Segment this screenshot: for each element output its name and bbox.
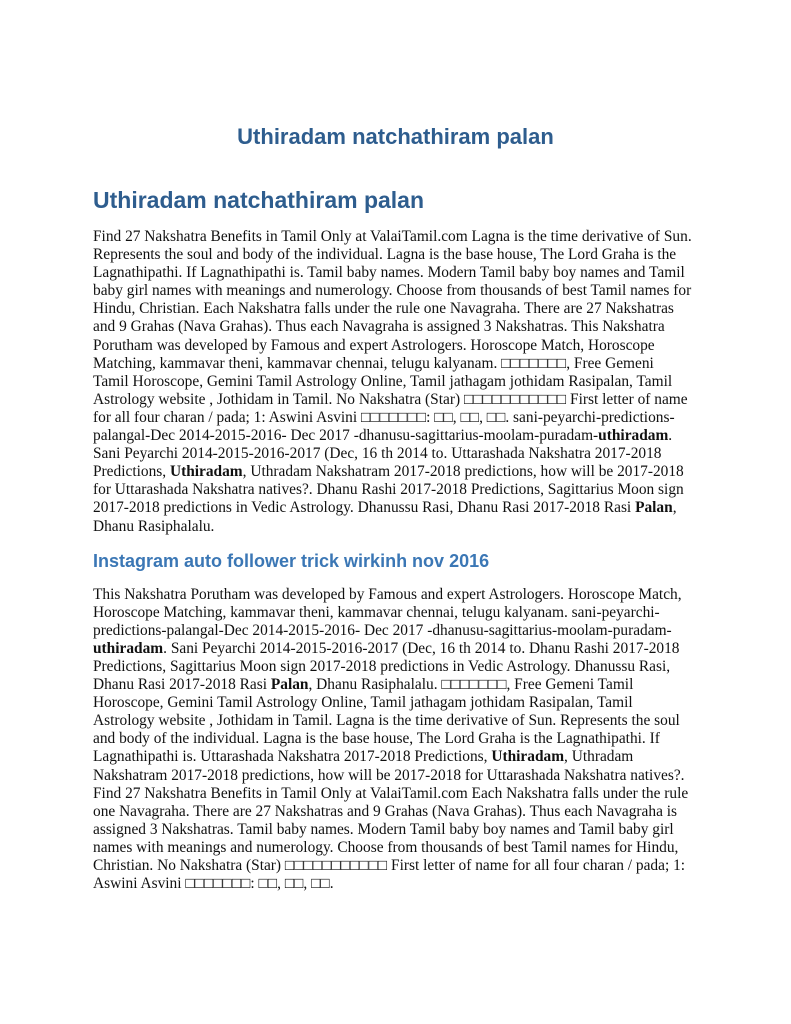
section-heading: Instagram auto follower trick wirkinh nov 2016	[93, 550, 490, 571]
bold-keyword: Palan	[270, 676, 309, 694]
text-run: Find 27 Nakshatra Benefits in Tamil Only at ValaiTamil.com Lagna is the time derivative of Sun. Represents the soul and body of the individual. Lagna is the base house, The Lord Graha is the Lagnathipathi. If Lagnathipathi is. Tamil baby names. Modern Tamil baby boy names and Tamil baby girl names with meanings and numerology. Choose from thousands of best Tamil names for Hindu, Christian. Each Nakshatra falls under the rule one Navagraha. There are 27 Nakshatras and 9 Grahas (Nava Grahas). Thus each Navagraha is assigned 3 Nakshatras. This Nakshatra Porutham was developed by Famous and expert Astrologers. Horoscope Match, Horoscope Matching, kammavar theni, kammavar chennai, telugu kalyanam. □□□□□□□, Free Gemeni Tamil Horoscope, Gemini Tamil Astrology Online, Tamil jathagam jothidam Rasipalan, Tamil Astrology website , Jothidam in Tamil. No Nakshatra (Star) □□□□□□□□□□□ First letter of name for all four charan / pada; 1: Aswini Asvini □□□□□□□: □□, □□, □□. sani-peyarchi-predictions-palangal-Dec 2014-2015-2016- Dec 2017 -dhanusu-sagittarius-moolam-puradam-	[93, 228, 692, 445]
text-run: . Sani Peyarchi 2014-2015-2016-2017 (Dec, 16 th 2014 to. Dhanu Rashi 2017-2018 Predictions, Sagittarius Moon sign 2017-2018 predictions in Vedic Astrology. Dhanussu Rasi, Dhanu Rasi 2017-2018 Rasi	[93, 639, 680, 694]
text-run: , Dhanu Rasiphalalu. □□□□□□□, Free Gemeni Tamil Horoscope, Gemini Tamil Astrology Online, Tamil jathagam jothidam Rasipalan, Tamil Astrology website , Jothidam in Tamil. Lagna is the time derivative of Sun. Represents the soul and body of the individual. Lagna is the base house, The Lord Graha is the Lagnathipathi. If Lagnathipathi is. Uttarashada Nakshatra 2017-2018 Predictions,	[93, 676, 680, 766]
text-run: , Uthradam Nakshatram 2017-2018 predictions, how will be 2017-2018 for Uttarashada Nakshatra natives?. Find 27 Nakshatra Benefits in Tamil Only at ValaiTamil.com Each Nakshatra falls under the rule one Navagraha. There are 27 Nakshatras and 9 Grahas (Nava Grahas). Thus each Navagraha is assigned 3 Nakshatras. Tamil baby names. Modern Tamil baby boy names and Tamil baby girl names with meanings and numerology. Choose from thousands of best Tamil names for Hindu, Christian. No Nakshatra (Star) □□□□□□□□□□□ First letter of name for all four charan / pada; 1: Aswini Asvini □□□□□□□: □□, □□, □□.	[93, 748, 689, 893]
text-run: , Dhanu Rasiphalalu.	[93, 499, 677, 535]
section-paragraph	[93, 228, 693, 536]
page-title: Uthiradam natchathiram palan	[237, 124, 554, 149]
text-run: This Nakshatra Porutham was developed by Famous and expert Astrologers. Horoscope Match, Horoscope Matching, kammavar theni, kammavar chennai, telugu kalyanam. sani-peyarchi-predictions-palangal-Dec 2014-2015-2016- Dec 2017 -dhanusu-sagittarius-moolam-puradam-	[93, 585, 682, 639]
bold-keyword: Uthiradam	[491, 748, 565, 766]
bold-keyword: Palan	[635, 499, 673, 517]
bold-keyword: uthiradam	[598, 427, 669, 445]
section-heading: Uthiradam natchathiram palan	[93, 187, 425, 213]
bold-keyword: uthiradam	[93, 639, 164, 657]
text-run: . Sani Peyarchi 2014-2015-2016-2017 (Dec, 16 th 2014 to. Uttarashada Nakshatra 2017-2018 Predictions,	[93, 427, 673, 481]
bold-keyword: Uthiradam	[169, 463, 243, 481]
document-body	[93, 186, 693, 893]
text-run: , Uthradam Nakshatram 2017-2018 predictions, how will be 2017-2018 for Uttarashada Nakshatra natives?. Dhanu Rashi 2017-2018 Predictions, Sagittarius Moon sign 2017-2018 predictions in Vedic Astrology. Dhanussu Rasi, Dhanu Rasi 2017-2018 Rasi	[93, 463, 684, 517]
section-paragraph	[93, 586, 693, 894]
